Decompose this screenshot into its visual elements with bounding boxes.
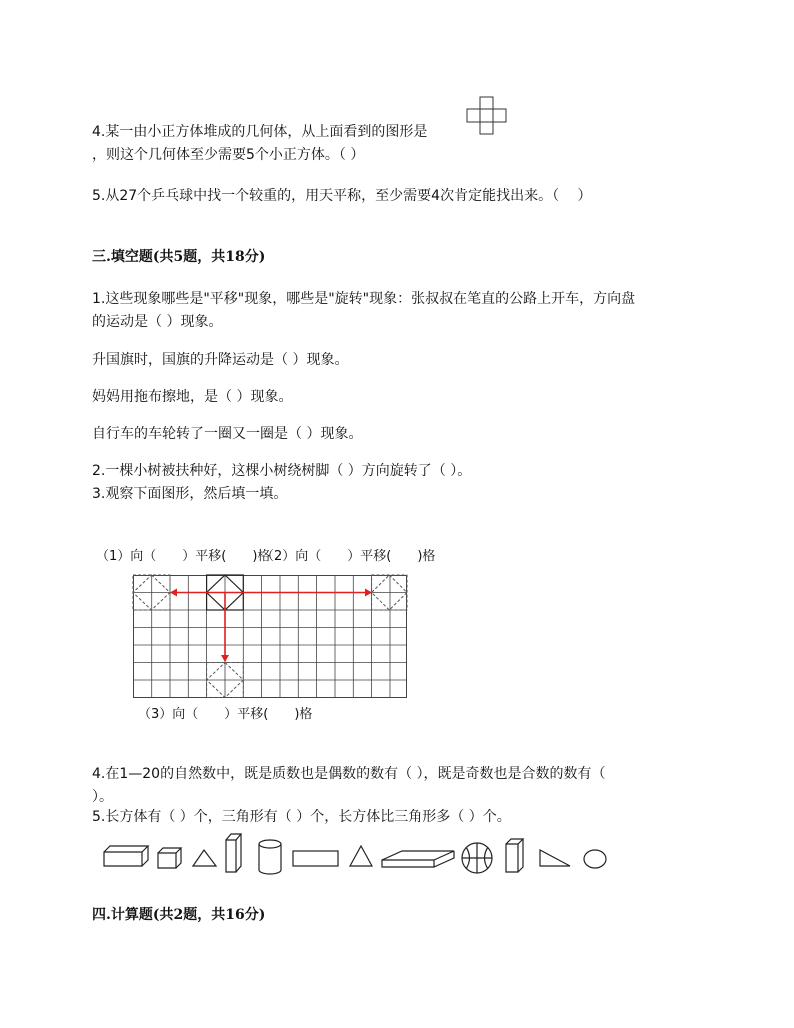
fill-5: 5.长方体有（ ）个，三角形有（ ）个，长方体比三角形多（ ）个。 <box>92 809 511 825</box>
flat-board-cuboid-icon <box>382 851 454 867</box>
fill-4-line-1: 4.在1—20的自然数中，既是质数也是偶数的数有（ ），既是奇数也是合数的数有（ <box>92 766 606 782</box>
ellipse-icon <box>584 850 606 868</box>
fill-1-line-2: 的运动是（ ）现象。 <box>92 314 223 330</box>
fill-2: 2.一棵小树被扶种好，这棵小树绕树脚（ ）方向旋转了（ ）。 <box>92 463 472 479</box>
fill-3: 3.观察下面图形，然后填一填。 <box>92 486 288 502</box>
rectangle-icon <box>293 851 338 866</box>
fill-1-line-5: 自行车的车轮转了一圈又一圈是（ ）现象。 <box>92 426 363 442</box>
tall-cuboid-icon <box>226 834 241 872</box>
grid-label-1: （1）向（ ）平移( )格 <box>96 549 271 564</box>
question-4-line-2: ，则这个几何体至少需要5个小正方体。（ ） <box>92 147 365 163</box>
question-5: 5.从27个乒乓球中找一个较重的，用天平称，至少需要4次肯定能找出来。（ ） <box>92 188 592 204</box>
shapes-row <box>100 830 610 878</box>
triangle-icon <box>193 850 216 866</box>
fill-1-line-4: 妈妈用拖布擦地，是（ ）现象。 <box>92 389 293 405</box>
triangle-icon <box>350 846 372 866</box>
cube-icon <box>158 848 181 868</box>
section-4-heading: 四.计算题(共2题，共16分) <box>92 907 266 923</box>
cuboid-icon <box>104 846 148 866</box>
fill-1-line-1: 1.这些现象哪些是"平移"现象，哪些是"旋转"现象：张叔叔在笔直的公路上开车，方向盘 <box>92 291 636 307</box>
section-3-heading: 三.填空题(共5题，共18分) <box>92 249 266 265</box>
fill-1-line-3: 升国旗时，国旗的升降运动是（ ）现象。 <box>92 352 349 368</box>
grid-label-3: （3）向（ ）平移( )格 <box>138 707 313 722</box>
cylinder-icon <box>259 840 281 874</box>
right-triangle-icon <box>540 850 570 866</box>
translation-grid <box>133 575 408 699</box>
ball-icon <box>462 843 492 873</box>
grid-label-2: （2）向（ ）平移( )格 <box>261 549 436 564</box>
upright-cuboid-icon <box>506 839 523 872</box>
fill-4-line-2: ）。 <box>92 789 113 805</box>
top-view-cross-icon <box>466 96 508 136</box>
question-4-line-1: 4.某一由小正方体堆成的几何体，从上面看到的图形是 <box>92 124 428 140</box>
